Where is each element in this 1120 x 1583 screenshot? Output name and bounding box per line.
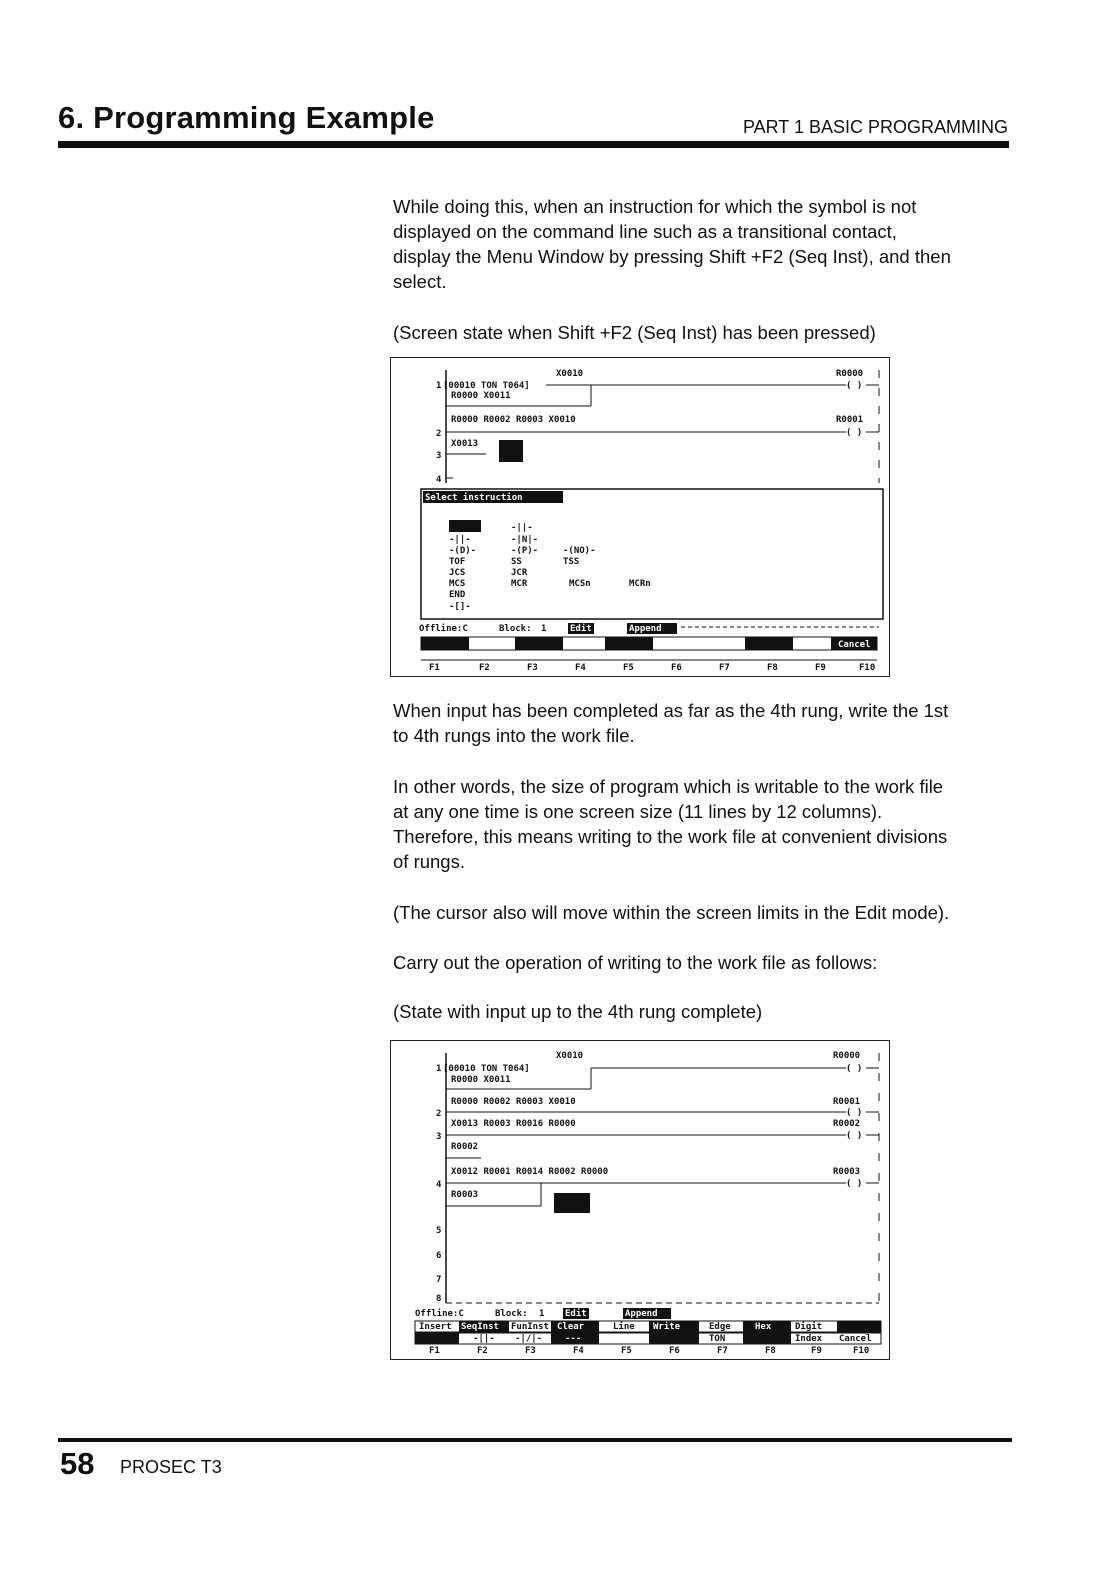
cancel-label[interactable]: Cancel [838, 640, 871, 650]
part-label: PART 1 BASIC PROGRAMMING [742, 117, 1008, 137]
status-edit: Edit [570, 624, 592, 634]
cmd-contact-nc[interactable]: -|/|- [515, 1334, 543, 1344]
ladder-label: R0001 [833, 1097, 861, 1107]
text-line: at any one time is one screen size (11 lines by 12 columns). [393, 801, 883, 822]
page-number: 58 [60, 1446, 95, 1481]
menu-item[interactable]: TSS [563, 557, 580, 567]
menu-item[interactable]: MCS [449, 579, 466, 589]
cmd-coil[interactable]: -( )- [651, 1334, 679, 1344]
ladder-label: X0012 R0001 R0014 R0002 R0000 [451, 1167, 609, 1177]
page-title: 6. Programming Example [58, 100, 435, 135]
fkey-label[interactable]: F6 [669, 1346, 680, 1356]
header-rule [58, 141, 1009, 148]
fkey-label[interactable]: F1 [429, 663, 440, 673]
fkey-label[interactable]: F7 [717, 1346, 728, 1356]
status-block: Block: [495, 1309, 528, 1319]
menu-item[interactable]: JCR [511, 568, 528, 578]
coil-symbol: ( ) [846, 1108, 863, 1118]
rung-number: 7 [436, 1275, 442, 1285]
menu-item[interactable]: TOF [449, 557, 466, 567]
fkey-label[interactable]: F2 [477, 1346, 488, 1356]
footer-product: PROSEC T3 [120, 1457, 222, 1477]
cmd-hex[interactable]: Hex [755, 1322, 772, 1332]
status-block: Block: [499, 624, 532, 634]
text-line: When input has been completed as far as the 4th rung, write the 1st [393, 700, 949, 721]
fkey-slot[interactable] [745, 637, 793, 650]
text-line: While doing this, when an instruction for which the symbol is not [393, 196, 917, 217]
fkey-label[interactable]: F3 [525, 1346, 536, 1356]
caption-screen-1: (Screen state when Shift +F2 (Seq Inst) has been pressed) [393, 322, 876, 343]
cmd-funinst[interactable]: FunInst [511, 1322, 549, 1332]
coil-symbol: ( ) [846, 381, 863, 391]
coil-symbol: ( ) [846, 1064, 863, 1074]
coil-symbol: ( ) [846, 1131, 863, 1141]
ladder-label: R0000 R0002 R0003 X0010 [451, 415, 576, 425]
cmd-index[interactable]: Index [795, 1334, 823, 1344]
ladder-label: R0000 X0011 [451, 391, 511, 401]
fkey-slot[interactable] [605, 637, 653, 650]
text-line: Therefore, this means writing to the work file at convenient divisions [393, 826, 948, 847]
rung-number: 3 [436, 451, 442, 461]
paragraph-write-instruction: Carry out the operation of writing to the work file as follows: [393, 952, 878, 973]
ladder-label: X0010 [556, 369, 584, 379]
ladder-label: R0000 X0011 [451, 1075, 511, 1085]
cmd-digit[interactable]: Digit [795, 1322, 823, 1332]
cmd-ton[interactable]: TON [709, 1334, 726, 1344]
menu-item[interactable]: -||- [511, 523, 533, 533]
text-line: display the Menu Window by pressing Shift +F2 (Seq Inst), and then [393, 246, 951, 267]
ladder-label: R0003 [833, 1167, 861, 1177]
caption-screen-2: (State with input up to the 4th rung complete) [393, 1001, 763, 1022]
ladder-label: R0002 [451, 1142, 479, 1152]
text-line: displayed on the command line such as a transitional contact, [393, 221, 897, 242]
fkey-label[interactable]: F10 [859, 663, 876, 673]
menu-item[interactable]: MCRn [629, 579, 651, 589]
menu-item[interactable]: -[]- [449, 602, 471, 612]
rung-number: 2 [436, 1109, 442, 1119]
paragraph-screen-size [393, 774, 1018, 874]
fkey-label[interactable]: F8 [767, 663, 778, 673]
rung-number: 5 [436, 1226, 442, 1236]
menu-item[interactable]: -||- [449, 535, 471, 545]
coil-symbol: ( ) [846, 428, 863, 438]
fkey-label[interactable]: F7 [719, 663, 730, 673]
status-append: Append [629, 624, 662, 634]
fkey-label[interactable]: F9 [811, 1346, 822, 1356]
fkey-label[interactable]: F6 [671, 663, 682, 673]
ladder-label: R0000 R0002 R0003 X0010 [451, 1097, 576, 1107]
rung-number: 8 [436, 1294, 442, 1304]
menu-item[interactable]: -(D)- [449, 546, 477, 556]
cmd-insert[interactable]: Insert [419, 1322, 452, 1332]
ladder-screen-1 [391, 358, 889, 676]
rung-number: 1 [436, 1064, 442, 1074]
rung-number: 4 [436, 1180, 442, 1190]
menu-selection[interactable] [449, 520, 481, 532]
screenshot-rungs-complete [390, 1040, 890, 1360]
cmd-write[interactable]: Write [653, 1322, 681, 1332]
ladder-label: R0000 [833, 1051, 861, 1061]
ladder-label: R0002 [833, 1119, 861, 1129]
text-line: of rungs. [393, 851, 465, 872]
screenshot-seq-inst-menu [390, 357, 890, 677]
fkey-label[interactable]: F9 [815, 663, 826, 673]
rung-number: 4 [436, 475, 442, 485]
fkey-label[interactable]: F8 [765, 1346, 776, 1356]
menu-item[interactable]: -|N|- [511, 535, 539, 545]
cmd-hline[interactable]: --- [565, 1334, 582, 1344]
footer-rule [58, 1438, 1012, 1442]
fkey-label[interactable]: F1 [429, 1346, 440, 1356]
cmd-clear[interactable]: Clear [557, 1322, 585, 1332]
text-line: select. [393, 271, 447, 292]
fkey-slot[interactable] [421, 637, 469, 650]
fkey-label[interactable]: F10 [853, 1346, 870, 1356]
fkey-label[interactable]: F5 [621, 1346, 632, 1356]
rung-number: 6 [436, 1251, 442, 1261]
menu-window [421, 489, 883, 619]
ladder-label: R0003 [451, 1190, 479, 1200]
rung-number: 3 [436, 1132, 442, 1142]
ladder-label: R0000 [836, 369, 864, 379]
menu-item[interactable]: -(P)- [511, 546, 539, 556]
status-block-number: 1 [541, 624, 547, 634]
status-mode: Offline:C [415, 1309, 464, 1319]
paragraph-write-rungs [393, 698, 1018, 748]
cmd-line[interactable]: Line [613, 1322, 635, 1332]
text-line: In other words, the size of program which is writable to the work file [393, 776, 944, 797]
cmd-cnt[interactable]: CNT [753, 1334, 770, 1344]
fkey-slot[interactable] [515, 637, 563, 650]
ladder-label: X0010 [556, 1051, 584, 1061]
cmd-seqinst[interactable]: SeqInst [461, 1322, 499, 1332]
ladder-label: R0001 [836, 415, 864, 425]
cmd-contact-no[interactable]: -||- [473, 1334, 495, 1344]
paragraph-intro [393, 194, 1018, 294]
status-mode: Offline:C [419, 624, 468, 634]
menu-item[interactable]: MCSn [569, 579, 591, 589]
ladder-label: X0013 [451, 439, 479, 449]
status-block-number: 1 [539, 1309, 545, 1319]
menu-item[interactable]: END [449, 590, 466, 600]
fkey-label[interactable]: F4 [573, 1346, 584, 1356]
coil-symbol: ( ) [846, 1179, 863, 1189]
menu-title: Select instruction [425, 493, 523, 503]
rung-number: 1 [436, 381, 442, 391]
cmd-cancel[interactable]: Cancel [839, 1334, 872, 1344]
fkey-label[interactable]: F5 [623, 663, 634, 673]
status-edit: Edit [565, 1309, 587, 1319]
menu-item[interactable]: JCS [449, 568, 466, 578]
fkey-label[interactable]: F3 [527, 663, 538, 673]
cmd-edge[interactable]: Edge [709, 1322, 731, 1332]
rung-number: 2 [436, 429, 442, 439]
cursor-block [499, 440, 523, 462]
cursor-block [554, 1193, 590, 1213]
fkey-label[interactable]: F4 [575, 663, 586, 673]
ladder-label: [00010 TON T064] [443, 381, 530, 391]
fkey-label[interactable]: F2 [479, 663, 490, 673]
text-line: to 4th rungs into the work file. [393, 725, 635, 746]
menu-item[interactable]: MCR [511, 579, 528, 589]
paragraph-cursor-note: (The cursor also will move within the screen limits in the Edit mode). [393, 902, 950, 923]
ladder-label: [00010 TON T064] [443, 1064, 530, 1074]
menu-item[interactable]: SS [511, 557, 522, 567]
ladder-screen-2 [391, 1041, 889, 1359]
status-append: Append [625, 1309, 658, 1319]
menu-item[interactable]: -(NO)- [563, 546, 596, 556]
ladder-label: X0013 R0003 R0016 R0000 [451, 1119, 576, 1129]
